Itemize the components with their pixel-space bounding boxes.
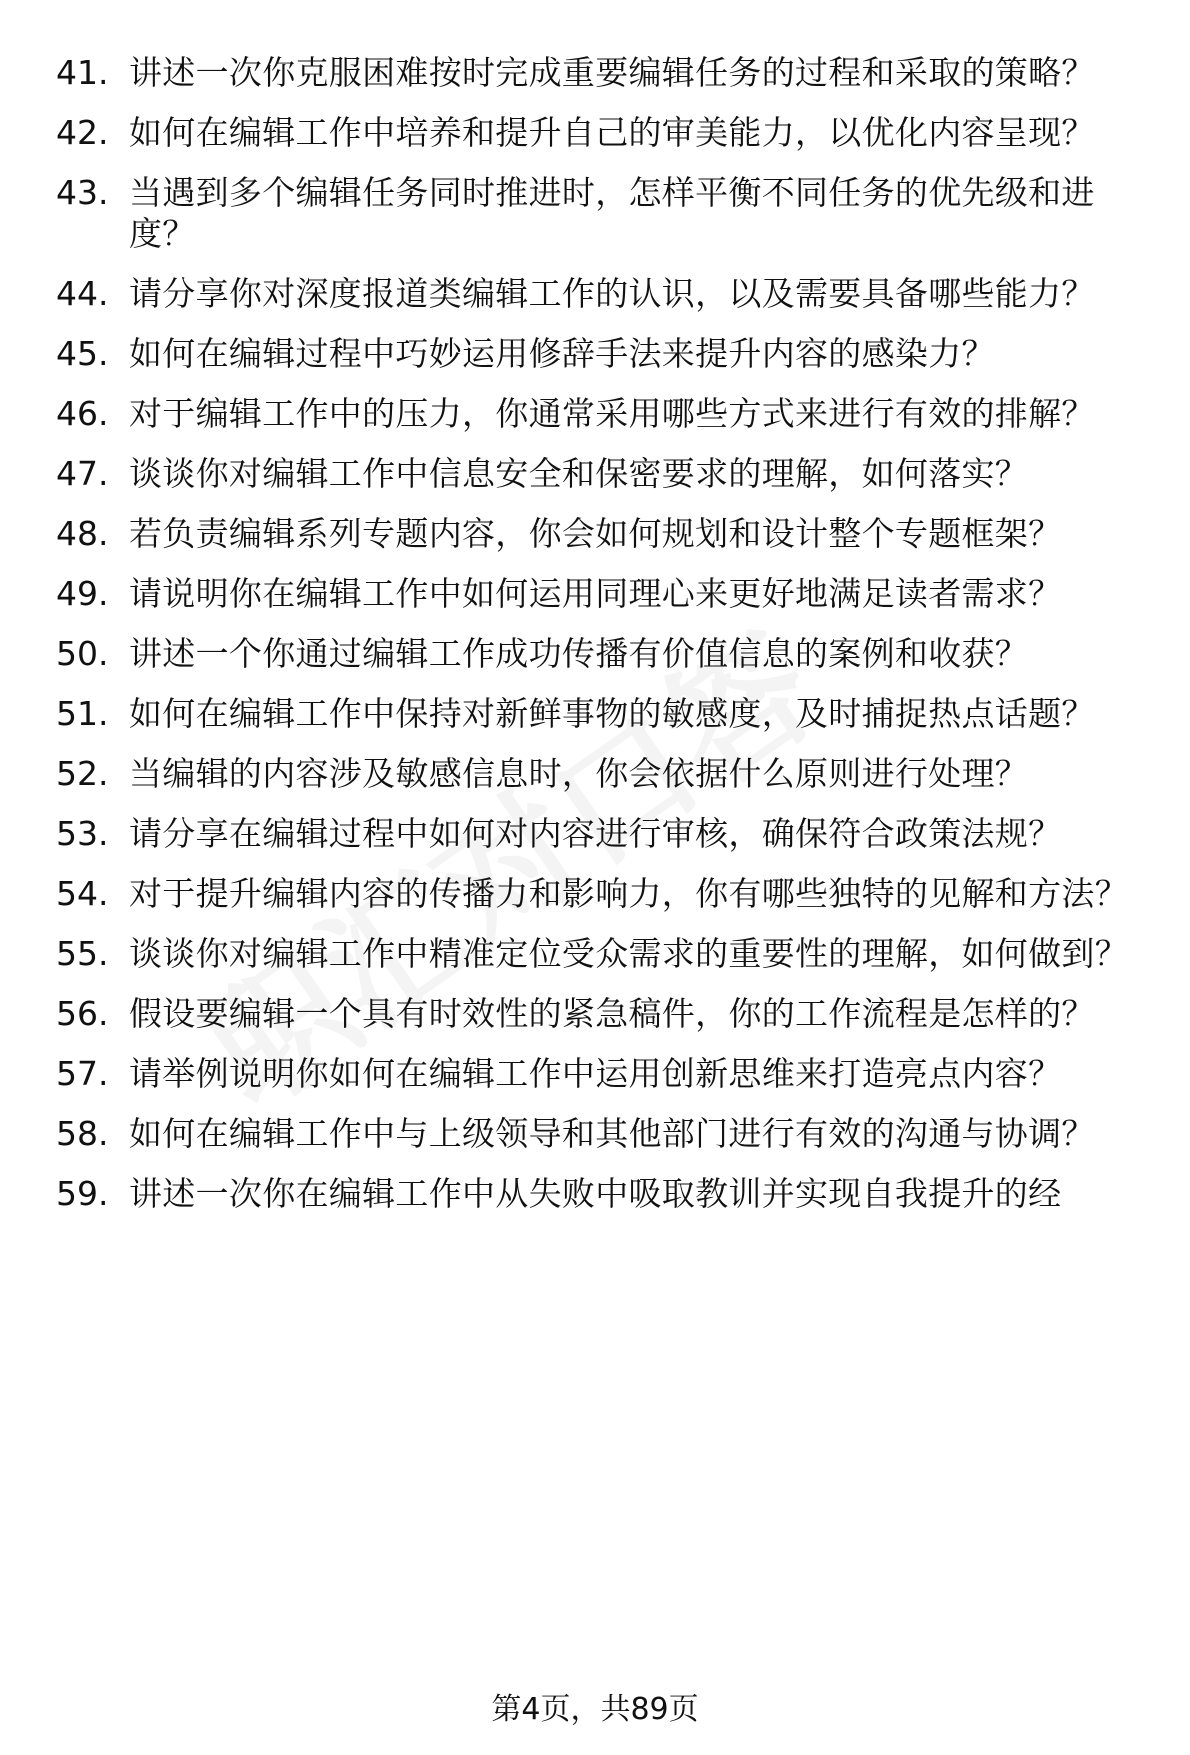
question-item <box>56 633 1146 674</box>
question-item <box>56 333 1146 374</box>
question-text: 谈谈你对编辑工作中信息安全和保密要求的理解，如何落实？ <box>129 454 1029 493</box>
question-text: 请举例说明你如何在编辑工作中运用创新思维来打造亮点内容？ <box>129 1054 1062 1093</box>
question-text: 请分享在编辑过程中如何对内容进行审核，确保符合政策法规？ <box>129 814 1062 853</box>
question-number: 47. <box>56 454 109 493</box>
question-number: 51. <box>56 694 109 733</box>
question-item <box>56 1053 1146 1094</box>
question-text: 请说明你在编辑工作中如何运用同理心来更好地满足读者需求？ <box>129 574 1062 613</box>
question-item <box>56 873 1146 914</box>
question-number: 52. <box>56 754 109 793</box>
question-number: 48. <box>56 514 109 553</box>
question-text: 对于提升编辑内容的传播力和影响力，你有哪些独特的见解和方法？ <box>129 874 1128 913</box>
question-item <box>56 273 1146 314</box>
question-item <box>56 52 1146 93</box>
question-number: 45. <box>56 334 109 373</box>
question-text: 如何在编辑工作中保持对新鲜事物的敏感度，及时捕捉热点话题？ <box>129 694 1095 733</box>
question-item <box>56 393 1146 434</box>
question-text: 若负责编辑系列专题内容，你会如何规划和设计整个专题框架？ <box>129 514 1062 553</box>
question-text: 讲述一次你克服困难按时完成重要编辑任务的过程和采取的策略？ <box>129 53 1095 92</box>
question-number: 59. <box>56 1174 109 1213</box>
question-item <box>56 933 1146 974</box>
question-text: 讲述一个你通过编辑工作成功传播有价值信息的案例和收获？ <box>129 634 1029 673</box>
question-item <box>56 993 1146 1034</box>
question-number: 44. <box>56 274 109 313</box>
question-text: 讲述一次你在编辑工作中从失败中吸取教训并实现自我提升的经 <box>129 1174 1062 1213</box>
question-item <box>56 573 1146 614</box>
question-number: 54. <box>56 874 109 913</box>
question-text: 当遇到多个编辑任务同时推进时，怎样平衡不同任务的优先级和进度？ <box>129 173 1095 253</box>
question-item <box>56 1113 1146 1154</box>
question-number: 57. <box>56 1054 109 1093</box>
question-number: 56. <box>56 994 109 1033</box>
question-number: 49. <box>56 574 109 613</box>
question-item <box>56 112 1146 153</box>
question-item <box>56 172 1146 254</box>
question-text: 假设要编辑一个具有时效性的紧急稿件，你的工作流程是怎样的？ <box>129 994 1095 1033</box>
question-item <box>56 1173 1146 1214</box>
question-number: 41. <box>56 53 109 92</box>
question-item <box>56 513 1146 554</box>
question-item <box>56 453 1146 494</box>
question-text: 对于编辑工作中的压力，你通常采用哪些方式来进行有效的排解？ <box>129 394 1095 433</box>
question-number: 46. <box>56 394 109 433</box>
question-number: 43. <box>56 173 109 212</box>
page-number-footer: 第4页，共89页 <box>491 1692 699 1727</box>
question-item <box>56 753 1146 794</box>
question-list <box>56 52 1146 1233</box>
question-number: 50. <box>56 634 109 673</box>
question-item <box>56 693 1146 734</box>
question-number: 55. <box>56 934 109 973</box>
question-text: 请分享你对深度报道类编辑工作的认识，以及需要具备哪些能力？ <box>129 274 1095 313</box>
question-number: 42. <box>56 113 109 152</box>
question-text: 如何在编辑工作中与上级领导和其他部门进行有效的沟通与协调？ <box>129 1114 1095 1153</box>
question-text: 谈谈你对编辑工作中精准定位受众需求的重要性的理解，如何做到？ <box>129 934 1128 973</box>
question-text: 如何在编辑工作中培养和提升自己的审美能力，以优化内容呈现？ <box>129 113 1095 152</box>
question-text: 如何在编辑过程中巧妙运用修辞手法来提升内容的感染力？ <box>129 334 995 373</box>
question-item <box>56 813 1146 854</box>
question-number: 58. <box>56 1114 109 1153</box>
question-number: 53. <box>56 814 109 853</box>
question-text: 当编辑的内容涉及敏感信息时，你会依据什么原则进行处理？ <box>129 754 1029 793</box>
